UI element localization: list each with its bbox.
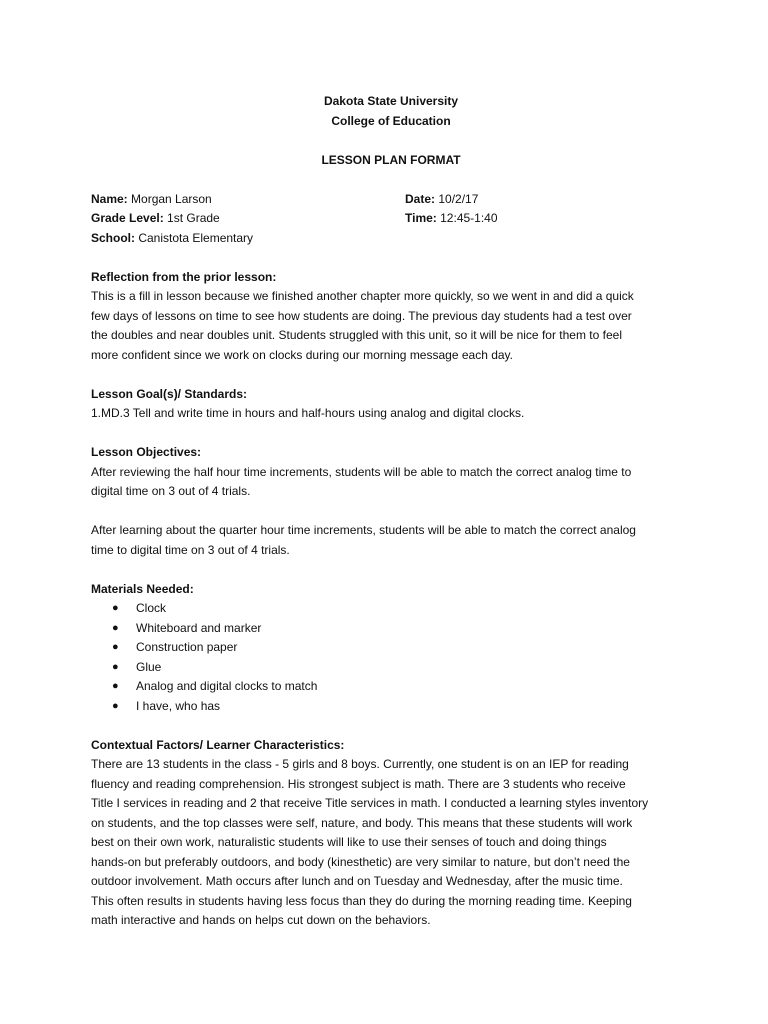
contextual-line: on students, and the top classes were self, nature, and body. This means that these students will work bbox=[91, 815, 633, 830]
material-label: Analog and digital clocks to match bbox=[136, 679, 318, 693]
time-label: Time: bbox=[405, 211, 437, 225]
list-item bbox=[91, 619, 691, 639]
grade-label: Grade Level: bbox=[91, 211, 164, 225]
name-label: Name: bbox=[91, 191, 128, 206]
contextual-heading: Contextual Factors/ Learner Characteristics: bbox=[91, 737, 345, 752]
bullet-icon: ● bbox=[112, 660, 119, 673]
contextual-line: There are 13 students in the class - 5 girls and 8 boys. Currently, one student is on an IEP for reading bbox=[91, 757, 629, 771]
reflection-heading: Reflection from the prior lesson: bbox=[91, 269, 277, 284]
bullet-icon: ● bbox=[112, 621, 119, 634]
material-label: I have, who has bbox=[136, 698, 221, 713]
objectives-heading: Lesson Objectives: bbox=[91, 445, 202, 459]
contextual-line: best on their own work, naturalistic students will like to use their senses of touch and doing things bbox=[91, 835, 607, 849]
objective-line: After reviewing the half hour time increments, students will be able to match the correct analog time to bbox=[91, 464, 632, 479]
date-label: Date: bbox=[405, 191, 436, 206]
objective-line: time to digital time on 3 out of 4 trials. bbox=[91, 542, 290, 557]
school-value: Canistota Elementary bbox=[135, 230, 254, 245]
name-value: Morgan Larson bbox=[127, 191, 212, 206]
goals-text: 1.MD.3 Tell and write time in hours and half-hours using analog and digital clocks. bbox=[91, 406, 525, 420]
info-row-school bbox=[91, 229, 691, 249]
bullet-icon: ● bbox=[112, 680, 119, 692]
materials-list bbox=[91, 599, 691, 716]
reflection-line: the doubles and near doubles unit. Students struggled with this unit, so it will be nice for them to feel bbox=[91, 328, 622, 342]
list-item bbox=[91, 599, 691, 619]
list-item bbox=[91, 697, 691, 717]
name-field bbox=[91, 190, 212, 210]
date-value: 10/2/17 bbox=[435, 191, 479, 206]
objective-line: After learning about the quarter hour time increments, students will be able to match the correct analog bbox=[91, 523, 636, 537]
college-name: College of Education bbox=[331, 113, 451, 128]
material-label: Construction paper bbox=[136, 640, 238, 654]
contextual-line: math interactive and hands on helps cut down on the behaviors. bbox=[91, 913, 431, 927]
time-field bbox=[405, 209, 498, 229]
grade-field bbox=[91, 209, 220, 229]
list-item bbox=[91, 638, 691, 658]
bullet-icon: ● bbox=[112, 699, 119, 712]
time-value: 12:45-1:40 bbox=[436, 211, 498, 225]
contextual-line: This often results in students having less focus than they do during the morning reading time. Keeping bbox=[91, 893, 632, 908]
bullet-icon: ● bbox=[112, 602, 119, 614]
date-field bbox=[405, 190, 478, 210]
contextual-line: hands-on but preferably outdoors, and body (kinesthetic) are very similar to nature, but don’t need the bbox=[91, 854, 630, 869]
contextual-line: outdoor involvement. Math occurs after lunch and on Tuesday and Wednesday, after the music time. bbox=[91, 874, 623, 888]
reflection-line: few days of lessons on time to see how students are doing. The previous day students had a test over bbox=[91, 308, 632, 323]
lesson-plan-content bbox=[91, 92, 691, 931]
info-row-name-date bbox=[91, 190, 691, 210]
contextual-line: fluency and reading comprehension. His strongest subject is math. There are 3 students who receive bbox=[91, 776, 626, 791]
info-row-grade-time bbox=[91, 209, 691, 229]
format-title: LESSON PLAN FORMAT bbox=[321, 152, 461, 167]
reflection-line: This is a fill in lesson because we finished another chapter more quickly, so we went in and did a quick bbox=[91, 289, 634, 303]
material-label: Clock bbox=[136, 601, 167, 615]
bullet-icon: ● bbox=[112, 641, 119, 653]
list-item bbox=[91, 658, 691, 678]
grade-value: 1st Grade bbox=[163, 211, 220, 225]
school-label: School: bbox=[91, 230, 135, 245]
material-label: Whiteboard and marker bbox=[136, 620, 262, 635]
list-item bbox=[91, 677, 691, 697]
contextual-line: Title I services in reading and 2 that receive Title services in math. I conducted a learning styles inventory bbox=[91, 796, 649, 810]
materials-heading: Materials Needed: bbox=[91, 581, 194, 596]
reflection-line: more confident since we work on clocks during our morning message each day. bbox=[91, 347, 513, 362]
university-name: Dakota State University bbox=[323, 94, 459, 108]
material-label: Glue bbox=[136, 659, 162, 674]
school-field bbox=[91, 229, 253, 249]
goals-heading: Lesson Goal(s)/ Standards: bbox=[91, 386, 248, 401]
objective-line: digital time on 3 out of 4 trials. bbox=[91, 484, 251, 498]
